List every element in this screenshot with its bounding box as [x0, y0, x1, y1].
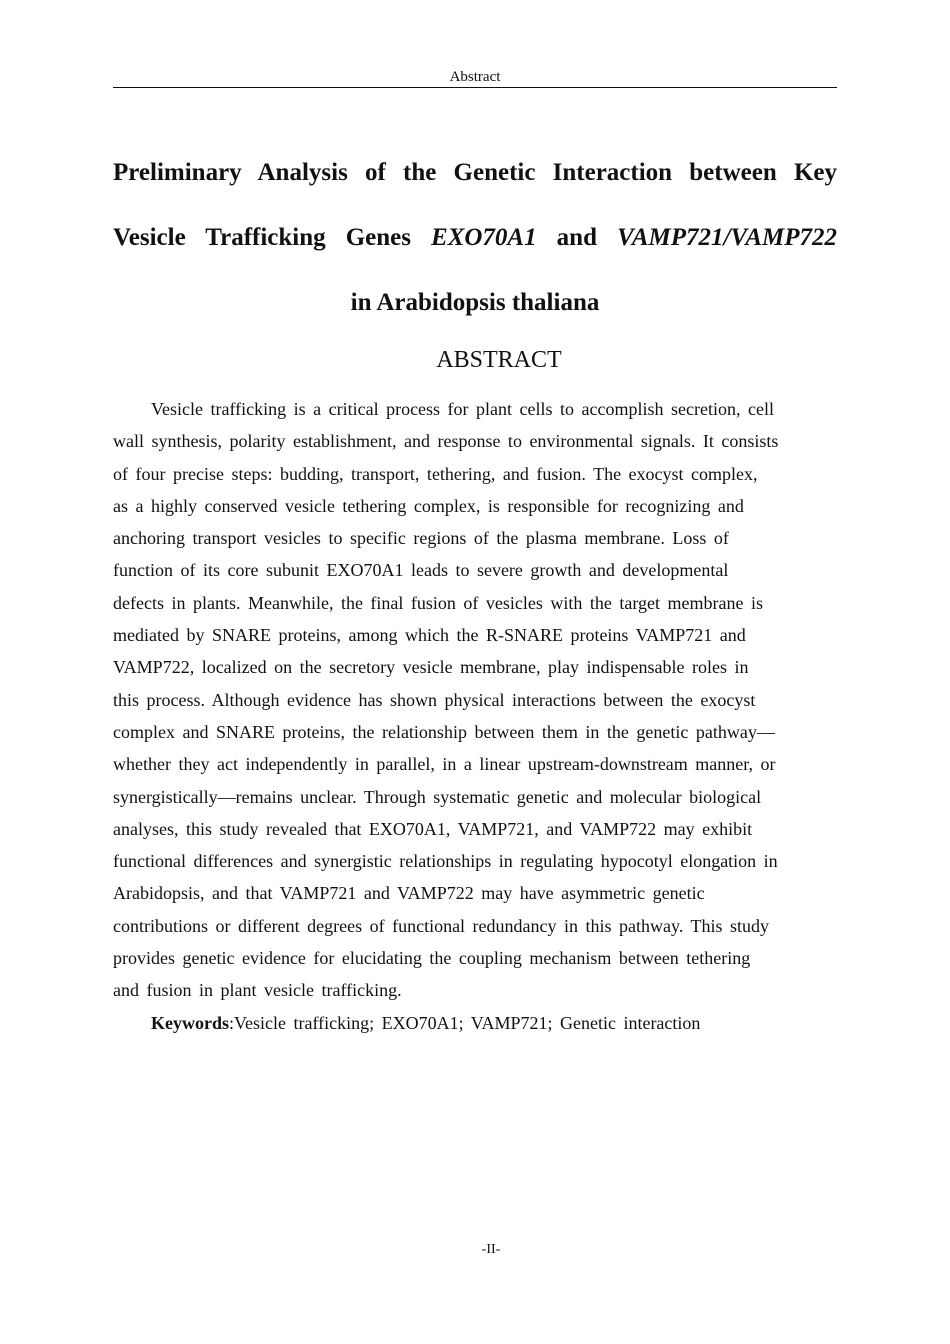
- abstract-line: whether they act independently in parallel, in a linear upstream-downstream manner, or: [113, 754, 776, 775]
- running-header: Abstract: [449, 69, 501, 85]
- keywords-list: :Vesicle trafficking; EXO70A1; VAMP721; Genetic interaction: [229, 1013, 701, 1033]
- abstract-line: function of its core subunit EXO70A1 leads to severe growth and developmental: [113, 560, 729, 581]
- gene-name-exo70a1: EXO70A1: [431, 224, 537, 251]
- page-number: -II-: [481, 1242, 501, 1257]
- abstract-line: synergistically—remains unclear. Through systematic genetic and molecular biological: [113, 786, 762, 807]
- abstract-line: contributions or different degrees of functional redundancy in this pathway. This study: [113, 915, 770, 936]
- abstract-line: complex and SNARE proteins, the relationship between them in the genetic pathway—: [113, 721, 775, 742]
- thesis-title: [113, 140, 837, 335]
- header-rule: [113, 87, 837, 88]
- keywords-label: Keywords: [151, 1013, 229, 1033]
- abstract-line: mediated by SNARE proteins, among which the R-SNARE proteins VAMP721 and: [113, 625, 746, 646]
- title-line-2-prefix: Vesicle Trafficking Genes: [113, 224, 432, 251]
- abstract-line: functional differences and synergistic relationships in regulating hypocotyl elongation in: [113, 851, 778, 872]
- abstract-line: defects in plants. Meanwhile, the final fusion of vesicles with the target membrane is: [113, 592, 763, 613]
- abstract-line: anchoring transport vesicles to specific regions of the plasma membrane. Loss of: [113, 528, 729, 549]
- abstract-body: [113, 393, 837, 1007]
- title-line-3: in Arabidopsis thaliana: [350, 289, 600, 316]
- abstract-heading: ABSTRACT: [436, 347, 562, 373]
- abstract-line: and fusion in plant vesicle trafficking.: [113, 980, 402, 1001]
- abstract-line: Vesicle trafficking is a critical process for plant cells to accomplish secretion, cell: [151, 399, 774, 419]
- gene-name-vamp721-vamp722: VAMP721/VAMP722: [617, 224, 837, 251]
- abstract-line: of four precise steps: budding, transport, tethering, and fusion. The exocyst complex,: [113, 463, 758, 484]
- title-line-1: Preliminary Analysis of the Genetic Interaction between Key: [113, 159, 837, 186]
- abstract-line: analyses, this study revealed that EXO70A1, VAMP721, and VAMP722 may exhibit: [113, 818, 753, 839]
- abstract-line: VAMP722, localized on the secretory vesicle membrane, play indispensable roles in: [113, 657, 749, 678]
- abstract-line: this process. Although evidence has shown physical interactions between the exocyst: [113, 689, 756, 710]
- abstract-line: wall synthesis, polarity establishment, and response to environmental signals. It consists: [113, 431, 779, 452]
- title-line-2: [113, 205, 837, 270]
- abstract-line: Arabidopsis, and that VAMP721 and VAMP722 may have asymmetric genetic: [113, 883, 705, 904]
- abstract-line: provides genetic evidence for elucidating the coupling mechanism between tethering: [113, 948, 751, 969]
- keywords-line: [151, 1007, 700, 1039]
- abstract-line: as a highly conserved vesicle tethering complex, is responsible for recognizing and: [113, 495, 744, 516]
- title-line-2-and: and: [536, 224, 618, 251]
